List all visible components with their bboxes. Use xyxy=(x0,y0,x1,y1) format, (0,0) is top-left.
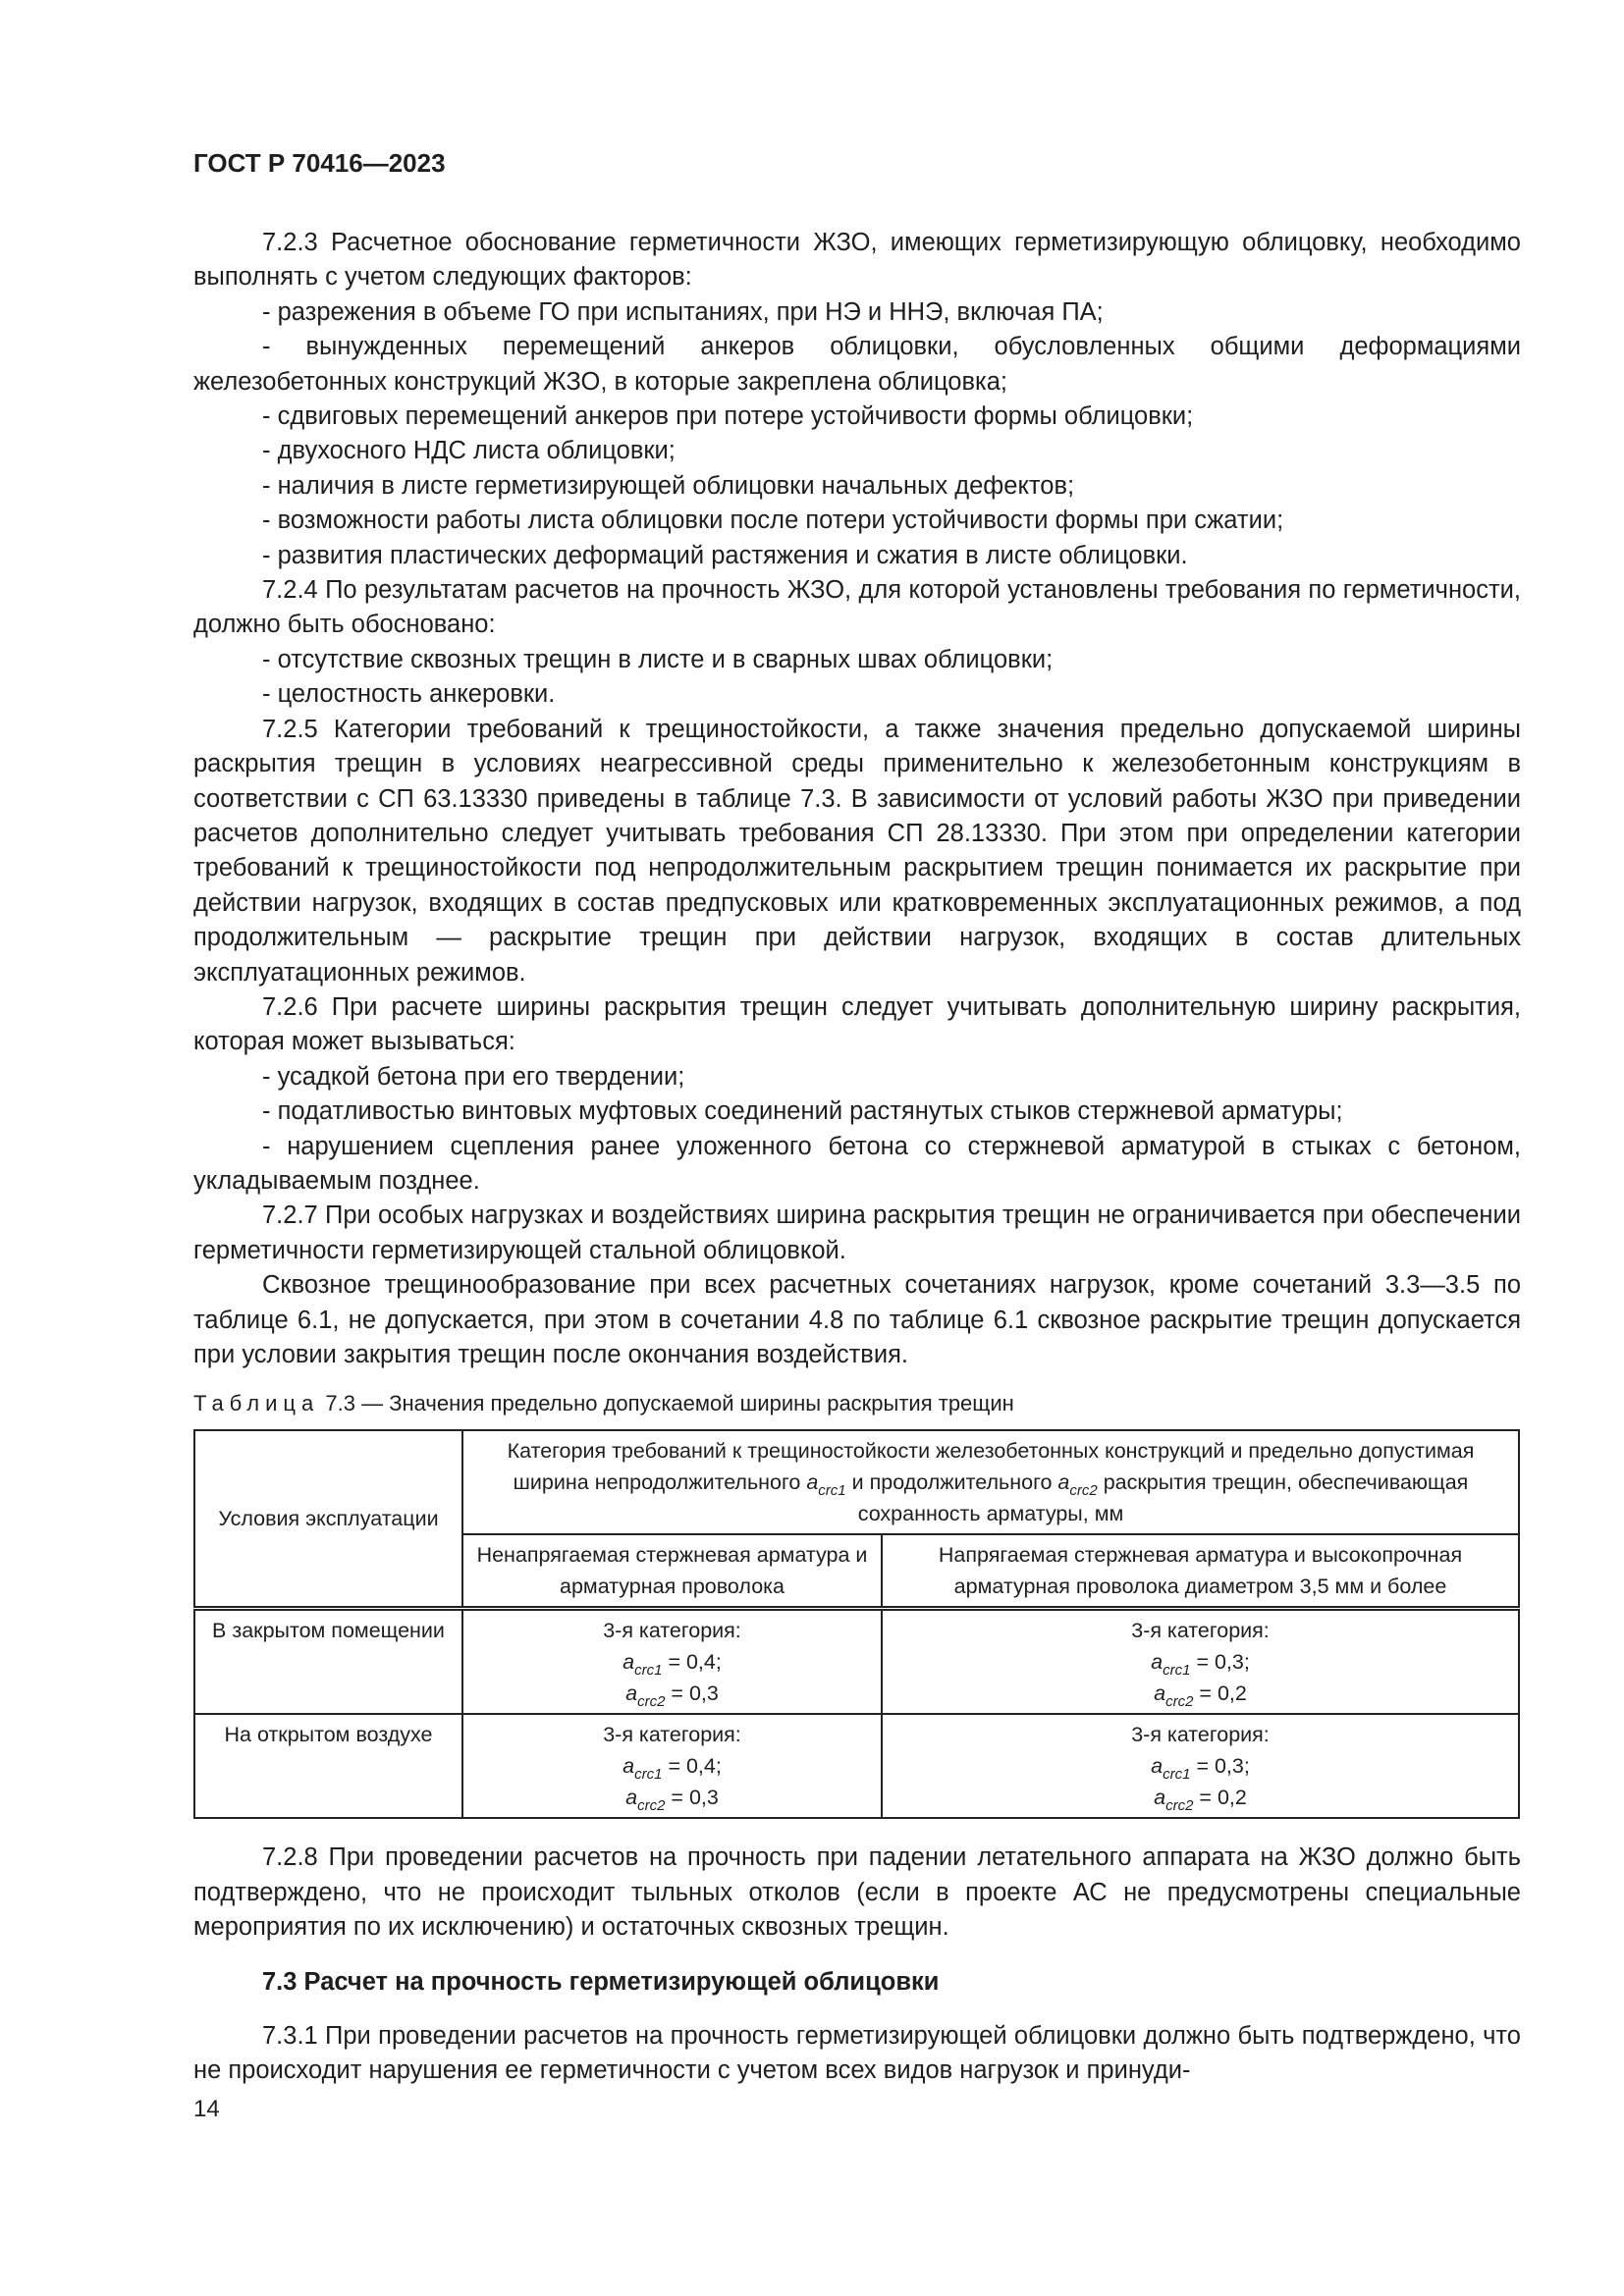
paragraph: Сквозное трещинообразование при всех расчетных сочетаниях нагрузок, кроме сочетаний 3.3—3.5 по таблице 6.1, не допускается, при этом в сочетании 4.8 по таблице 6.1 сквозное раскрытие трещин допускается при условии закрытия трещин после окончания воздействия. xyxy=(193,1271,1521,1368)
paragraph: 7.2.7 При особых нагрузках и воздействиях ширина раскрытия трещин не ограничивается при обеспечении герметичности герметизирующей стальной облицовкой. xyxy=(193,1201,1521,1264)
section-heading: 7.3 Расчет на прочность герметизирующей облицовки xyxy=(262,1967,940,1996)
list-item: - развития пластических деформаций растяжения и сжатия в листе облицовки. xyxy=(262,541,1188,569)
cell-value: 3-я категория: $a_{crc1} = 0,3$; $a_{crc2} = 0,2$ xyxy=(882,1609,1519,1715)
cell-value: 3-я категория: $a_{crc1} = 0,4$; $a_{crc2} = 0,3$ xyxy=(462,1609,882,1715)
list-item: - податливостью винтовых муфтовых соединений растянутых стыков стержневой арматуры; xyxy=(262,1097,1343,1126)
paragraph: 7.2.5 Категории требований к трещиностойкости, а также значения предельно допускаемой ширины раскрытия трещин в условиях неагрессивной среды применительно к железобетонным конструкциям в соответствии с СП 63.13330 приведены в таблице 7.3. В зависимости от условий работы ЖЗО при приведении расчетов дополнительно следует учитывать требования СП 28.13330. При этом при определении категории требований к трещиностойкости под непродолжительным раскрытием трещин понимается их раскрытие при действии нагрузок, входящих в состав предпусковых или кратковременных эксплуатационных режимов, а под продолжительным — раскрытие трещин при действии нагрузок, входящих в состав длительных эксплуатационных режимов. xyxy=(193,715,1521,987)
list-item: - разрежения в объеме ГО при испытаниях, при НЭ и ННЭ, включая ПА; xyxy=(262,297,1104,326)
header-prestressed: Напрягаемая стержневая арматура и высокопрочная арматурная проволока диаметром 3,5 мм и более xyxy=(882,1534,1519,1609)
page-number: 14 xyxy=(193,2095,220,2122)
cell-condition: В закрытом помещении xyxy=(194,1609,462,1715)
body-block-1 xyxy=(193,226,1521,1372)
list-item: - наличия в листе герметизирующей облицовки начальных дефектов; xyxy=(262,471,1075,500)
header-conditions: Условия эксплуатации xyxy=(194,1430,462,1609)
table-row xyxy=(194,1609,1519,1715)
cell-value: 3-я категория: $a_{crc1} = 0,3$; $a_{crc2} = 0,2$ xyxy=(882,1714,1519,1818)
paragraph: 7.2.4 По результатам расчетов на прочность ЖЗО, для которой установлены требования по герметичности, должно быть обосновано: xyxy=(193,576,1521,639)
crack-width-table xyxy=(193,1429,1520,1819)
paragraph: 7.2.3 Расчетное обоснование герметичности ЖЗО, имеющих герметизирующую облицовку, необходимо выполнять с учетом следующих факторов: xyxy=(193,229,1521,292)
page xyxy=(193,0,1521,2163)
table-caption: Таблица 7.3 — Значения предельно допускаемой ширины раскрытия трещин xyxy=(193,1391,1014,1416)
cell-condition: На открытом воздухе xyxy=(194,1714,462,1818)
list-item: - отсутствие сквозных трещин в листе и в сварных швах облицовки; xyxy=(262,645,1054,673)
list-item: - нарушением сцепления ранее уложенного бетона со стержневой арматурой в стыках с бетоном, укладываемым позднее. xyxy=(193,1132,1521,1195)
header-non-prestressed: Ненапрягаемая стержневая арматура и арматурная проволока xyxy=(462,1534,882,1609)
header-group: Категория требований к трещиностойкости железобетонных конструкций и предельно допустимая ширина непродолжительного $a_{crc1}$ и продолжительного $a_{crc2}$ раскрытия трещин, обеспечивающая сохранность арматуры, мм xyxy=(462,1430,1519,1534)
cell-value: 3-я категория: $a_{crc1} = 0,4$; $a_{crc2} = 0,3$ xyxy=(462,1714,882,1818)
table-row xyxy=(194,1714,1519,1818)
body-block-2 xyxy=(193,1841,1521,2088)
list-item: - двухосного НДС листа облицовки; xyxy=(262,437,676,465)
list-item: - целостность анкеровки. xyxy=(262,680,556,709)
list-item: - сдвиговых перемещений анкеров при потере устойчивости формы облицовки; xyxy=(262,402,1194,431)
paragraph: 7.2.8 При проведении расчетов на прочность при падении летательного аппарата на ЖЗО должно быть подтверждено, что не происходит тыльных отколов (если в проекте АС не предусмотрены специальные мероприятия по их исключению) и остаточных сквозных трещин. xyxy=(193,1843,1521,1942)
paragraph: 7.3.1 При проведении расчетов на прочность герметизирующей облицовки должно быть подтверждено, что не происходит нарушения ее герметичности с учетом всех видов нагрузок и принуди- xyxy=(193,2022,1521,2085)
paragraph: 7.2.6 При расчете ширины раскрытия трещин следует учитывать дополнительную ширину раскрытия, которая может вызываться: xyxy=(193,992,1521,1056)
list-item: - возможности работы листа облицовки после потери устойчивости формы при сжатии; xyxy=(262,507,1284,535)
list-item: - вынужденных перемещений анкеров облицовки, обусловленных общими деформациями железобетонных конструкций ЖЗО, в которые закреплена облицовка; xyxy=(193,333,1521,396)
list-item: - усадкой бетона при его твердении; xyxy=(262,1062,685,1091)
document-header: ГОСТ Р 70416—2023 xyxy=(193,148,446,178)
